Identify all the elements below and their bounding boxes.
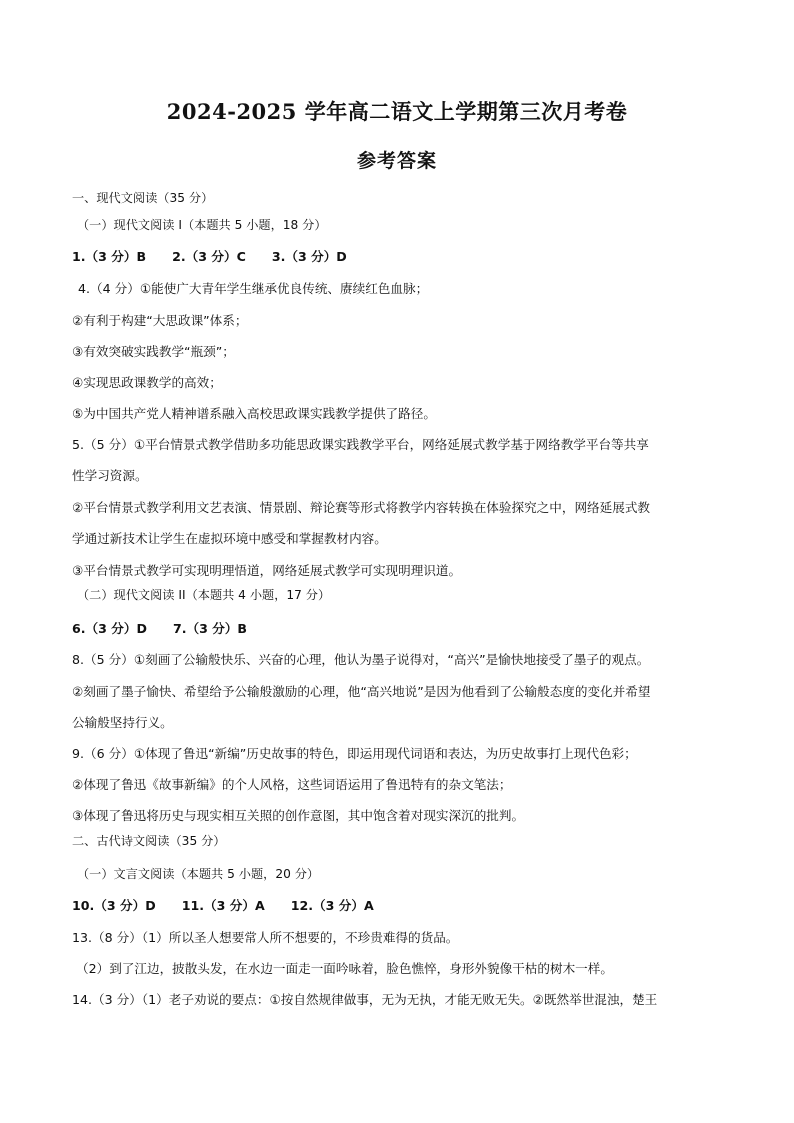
answer-line: ⑤为中国共产党人精神谱系融入高校思政课实践教学提供了路径。 [72, 406, 436, 421]
answer-line: ④实现思政课教学的高效； [72, 375, 222, 390]
answer-item: 3.（3 分）D [271, 249, 347, 264]
answer-item: 6.（3 分）D [72, 621, 147, 636]
answer-line [72, 248, 347, 266]
section-heading: 一、现代文阅读（35 分） [72, 191, 214, 205]
answer-item: 11.（3 分）A [181, 898, 265, 913]
answer-item: 1.（3 分）B [72, 249, 147, 264]
page-title: 2024-2025 学年高二语文上学期第三次月考卷 [166, 99, 628, 124]
answer-line: 5.（5 分）①平台情景式教学借助多功能思政课实践教学平台，网络延展式教学基于网络教学平台等共享 [72, 437, 649, 452]
section-heading: 二、古代诗文阅读（35 分） [72, 834, 226, 848]
answer-line: ③有效突破实践教学“瓶颈”； [72, 344, 235, 359]
answer-item: 2.（3 分）C [172, 249, 246, 264]
answer-line: 8.（5 分）①刻画了公输般快乐、兴奋的心理，他认为墨子说得对，“高兴”是愉快地接受了墨子的观点。 [72, 652, 650, 667]
answer-line: 性学习资源。 [72, 468, 148, 483]
answer-line: 13.（8 分）（1）所以圣人想要常人所不想要的，不珍贵难得的货品。 [72, 930, 459, 945]
answer-line: ③体现了鲁迅将历史与现实相互关照的创作意图，其中饱含着对现实深沉的批判。 [72, 808, 525, 823]
subsection-heading: （一）文言文阅读（本题共 5 小题，20 分） [77, 867, 320, 881]
answer-line: 学通过新技术让学生在虚拟环境中感受和掌握教材内容。 [72, 531, 387, 546]
answer-line: 公输般坚持行义。 [72, 715, 173, 730]
answer-line: 14.（3 分）（1）老子劝说的要点：①按自然规律做事，无为无执，才能无败无失。②既然举世混浊，楚王 [72, 992, 658, 1007]
answer-line: ②刻画了墨子愉快、希望给予公输般激励的心理，他“高兴地说”是因为他看到了公输般态度的变化并希望 [72, 684, 651, 699]
answer-line: （2）到了江边，披散头发，在水边一面走一面吟咏着，脸色憔悴，身形外貌像干枯的树木一样。 [76, 961, 613, 976]
answer-line: ②有利于构建“大思政课”体系； [72, 313, 248, 328]
answer-line: 9.（6 分）①体现了鲁迅“新编”历史故事的特色，即运用现代词语和表达，为历史故事打上现代色彩； [72, 746, 637, 761]
page-subtitle: 参考答案 [356, 150, 437, 172]
answer-line [72, 897, 374, 915]
answer-line [72, 620, 247, 638]
answer-line: ②平台情景式教学利用文艺表演、情景剧、辩论赛等形式将教学内容转换在体验探究之中，网络延展式教 [72, 500, 651, 515]
answer-line: 4.（4 分）①能使广大青年学生继承优良传统、赓续红色血脉； [78, 281, 429, 296]
subsection-heading: （一）现代文阅读 I（本题共 5 小题，18 分） [77, 218, 327, 232]
answer-item: 7.（3 分）B [172, 621, 248, 636]
answer-item: 10.（3 分）D [72, 898, 156, 913]
subsection-heading: （二）现代文阅读 II（本题共 4 小题，17 分） [77, 588, 331, 602]
answer-line: ③平台情景式教学可实现明理悟道，网络延展式教学可实现明理识道。 [72, 563, 462, 578]
answer-line: ②体现了鲁迅《故事新编》的个人风格，这些词语运用了鲁迅特有的杂文笔法； [72, 777, 512, 792]
answer-item: 12.（3 分）A [290, 898, 374, 913]
